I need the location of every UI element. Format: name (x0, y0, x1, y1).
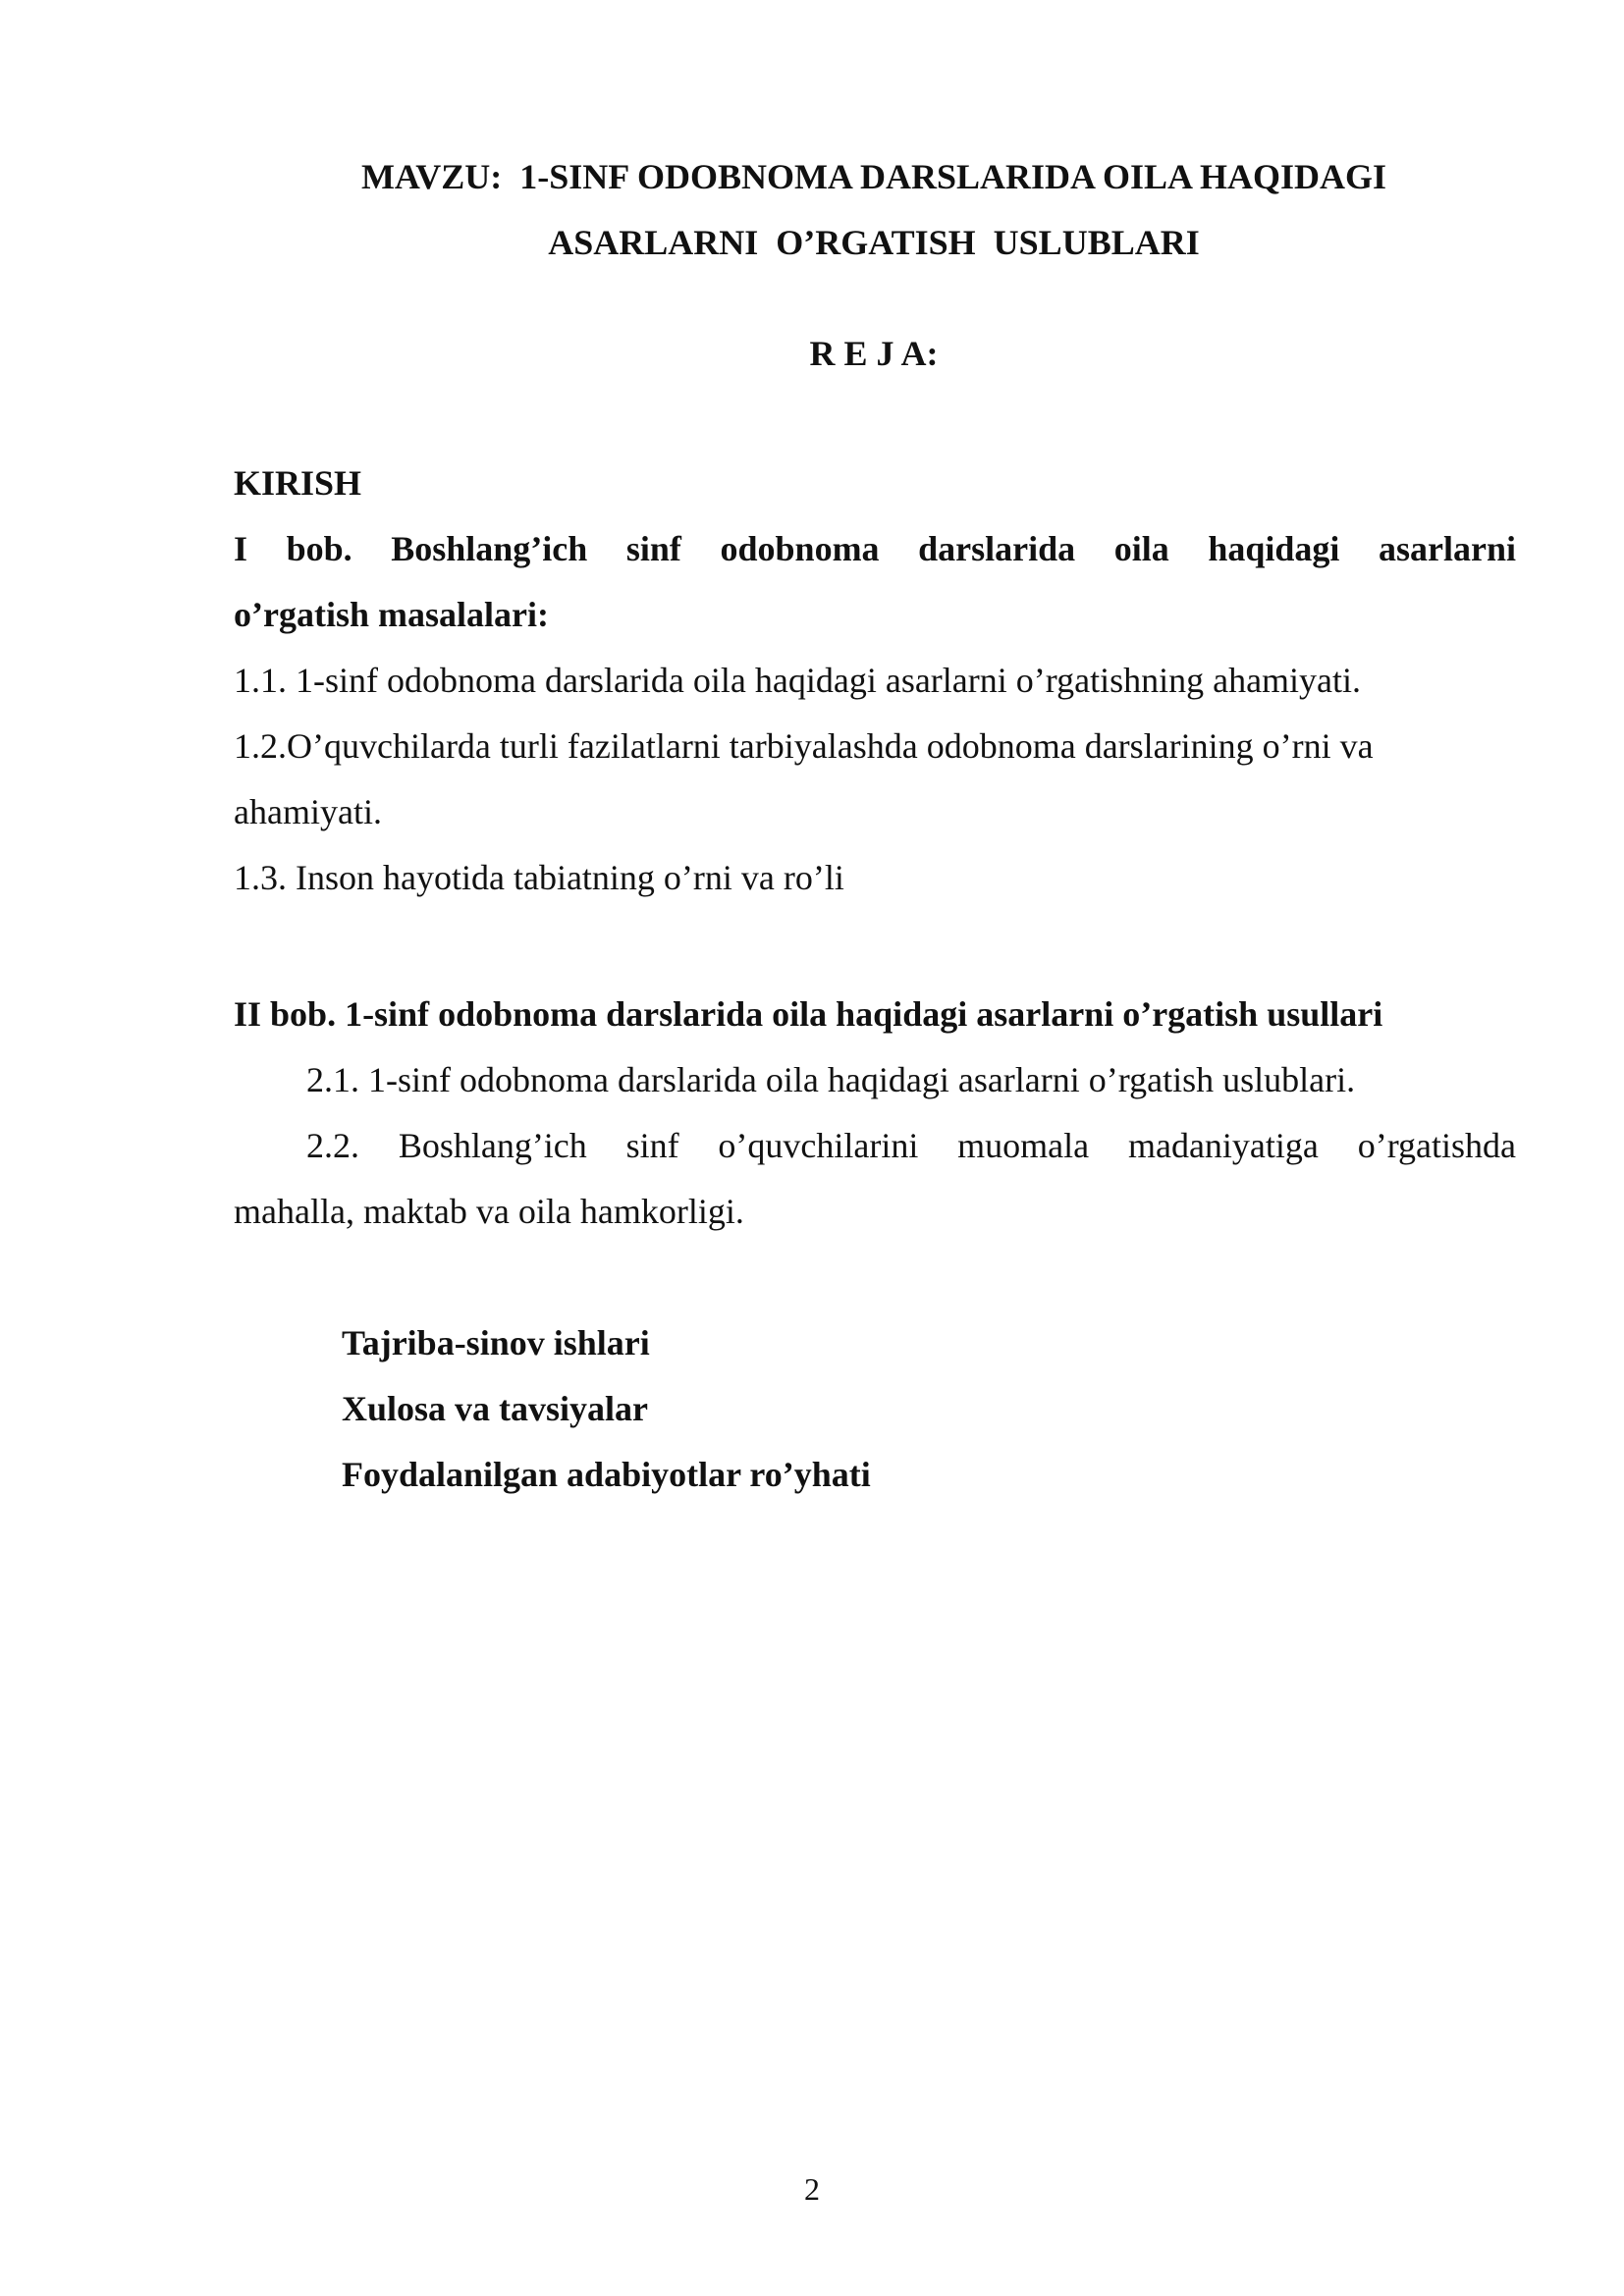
closing-sections (342, 1310, 871, 1508)
conclusion-heading: Xulosa va tavsiyalar (342, 1389, 649, 1428)
chapter-2-section (234, 982, 1516, 1245)
toc-item-2-1: 2.1. 1-sinf odobnoma darslarida oila haqidagi asarlarni o’rgatish uslublari. (306, 1060, 1356, 1099)
chapter-1-heading-line-2: o’rgatish masalalari: (234, 595, 549, 634)
toc-item-1-1: 1.1. 1-sinf odobnoma darslarida oila haqidagi asarlarni o’rgatishning ahamiyati. (234, 661, 1362, 700)
document-title-line-1: MAVZU: 1-SINF ODOBNOMA DARSLARIDA OILA HAQIDAGI (360, 157, 1387, 196)
toc-item-2-2-line-1: 2.2. Boshlang’ich sinf o’quvchilarini muomala madaniyatiga o’rgatishda (306, 1126, 1516, 1165)
references-heading: Foydalanilgan adabiyotlar ro’yhati (342, 1455, 871, 1494)
chapter-1-heading-line-1: I bob. Boshlang’ich sinf odobnoma darslarida oila haqidagi asarlarni (234, 529, 1516, 568)
intro-heading: KIRISH (234, 463, 362, 503)
toc-item-1-2-line-2: ahamiyati. (234, 792, 382, 831)
experiments-heading: Tajriba-sinov ishlari (342, 1323, 650, 1362)
chapter-2-heading: II bob. 1-sinf odobnoma darslarida oila haqidagi asarlarni o’rgatish usullari (234, 994, 1383, 1034)
toc-item-1-3: 1.3. Inson hayotida tabiatning o’rni va ro’li (234, 858, 844, 897)
document-title-line-2: ASARLARNI O’RGATISH USLUBLARI (548, 223, 1200, 262)
plan-heading: R E J A: (809, 334, 939, 373)
toc-item-1-2-line-1: 1.2.O’quvchilarda turli fazilatlarni tarbiyalashda odobnoma darslarining o’rni va (234, 726, 1374, 766)
table-of-contents (234, 451, 1516, 911)
toc-item-2-2-line-2: mahalla, maktab va oila hamkorligi. (234, 1192, 744, 1231)
page-number: 2 (804, 2171, 820, 2207)
